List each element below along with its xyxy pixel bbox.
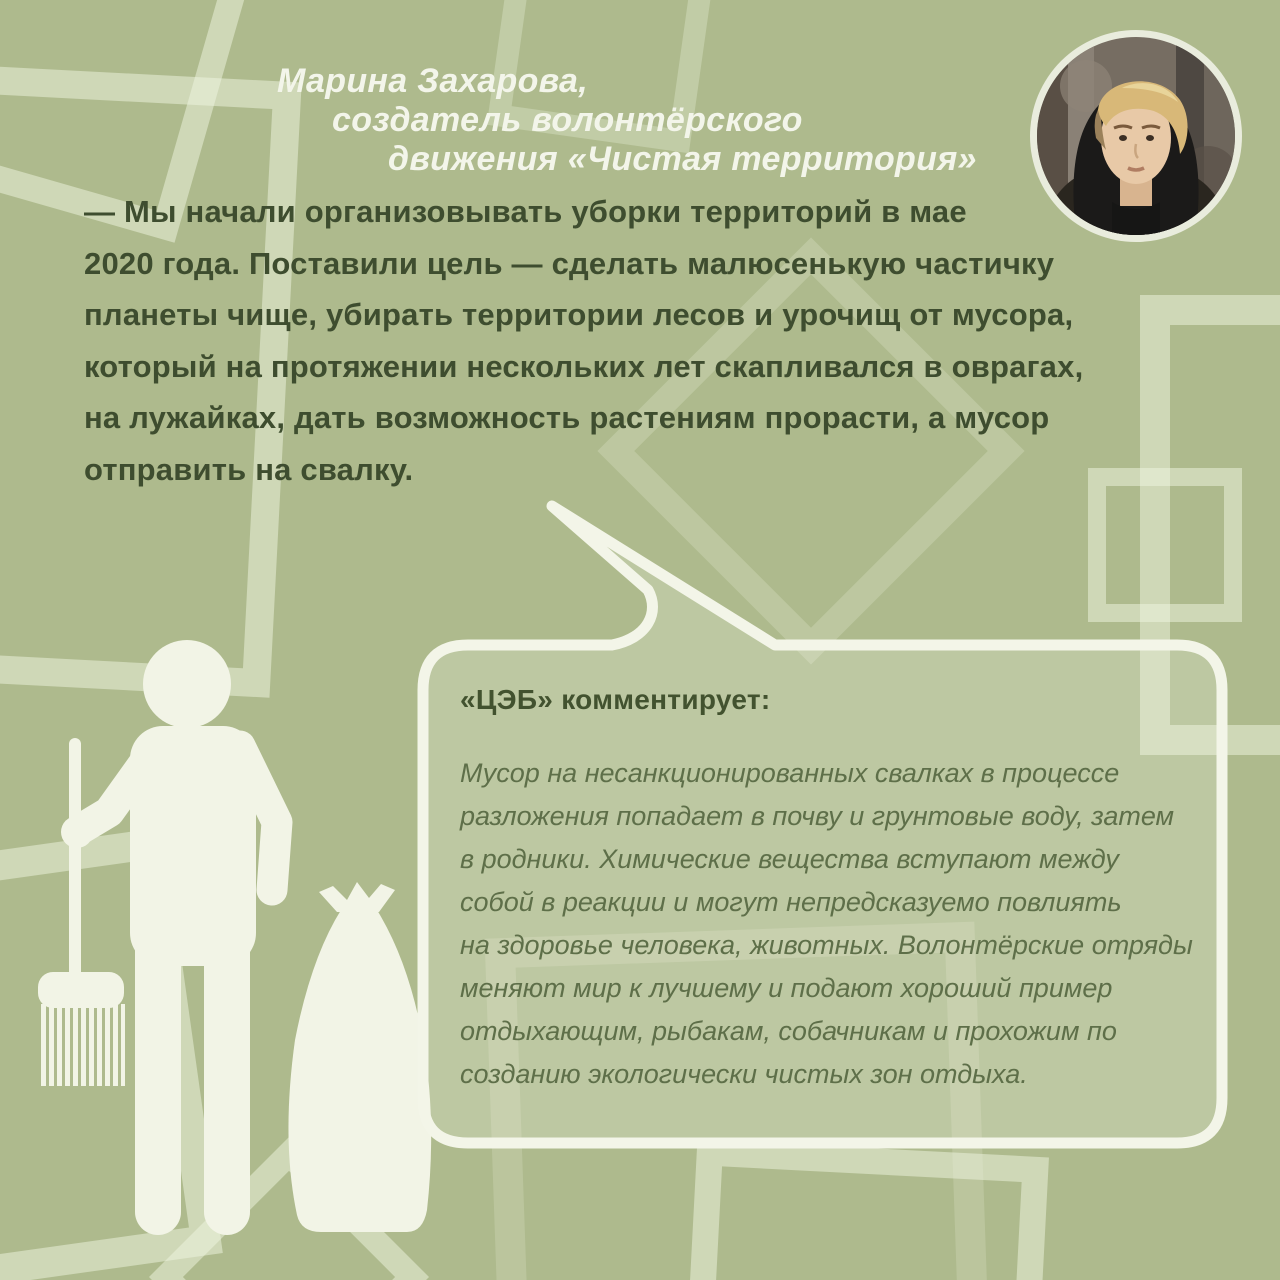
bubble-line: собой в реакции и могут непредсказуемо повлиять [460,887,1122,917]
quote-line: планеты чище, убирать территории лесов и урочищ от мусора, [84,297,1074,332]
quote-line: отправить на свалку. [84,451,414,487]
bubble-line: меняют мир к лучшему и подают хороший пример [460,973,1113,1003]
author-name-line: Марина Захарова, [277,62,588,100]
quote-line: который на протяжении нескольких лет скапливался в оврагах, [84,348,1084,384]
bubble-line: отдыхающим, рыбакам, собачникам и прохожим по [460,1016,1117,1046]
bubble-line: в родники. Химические вещества вступают между [460,844,1119,874]
quote-line: 2020 года. Поставили цель — сделать малюсенькую частичку [84,245,1055,281]
author-name-line: создатель волонтёрского [332,101,803,139]
bubble-line: на здоровье человека, животных. Волонтёрские отряды [460,930,1193,960]
bubble-heading: «ЦЭБ» комментирует: [460,684,771,715]
bubble-line: Мусор на несанкционированных свалках в процессе [460,758,1120,788]
author-name-line: движения «Чистая территория» [388,140,977,178]
quote-line: на лужайках, дать возможность растениям прорасти, а мусор [84,400,1050,435]
bubble-line: созданию экологически чистых зон отдыха. [460,1059,1028,1089]
quote-line: — Мы начали организовывать уборки территорий в мае [84,194,967,229]
bubble-line: разложения попадает в почву и грунтовые воду, затем [460,801,1175,831]
bubble-text [460,752,1200,1096]
avatar [1026,26,1246,246]
